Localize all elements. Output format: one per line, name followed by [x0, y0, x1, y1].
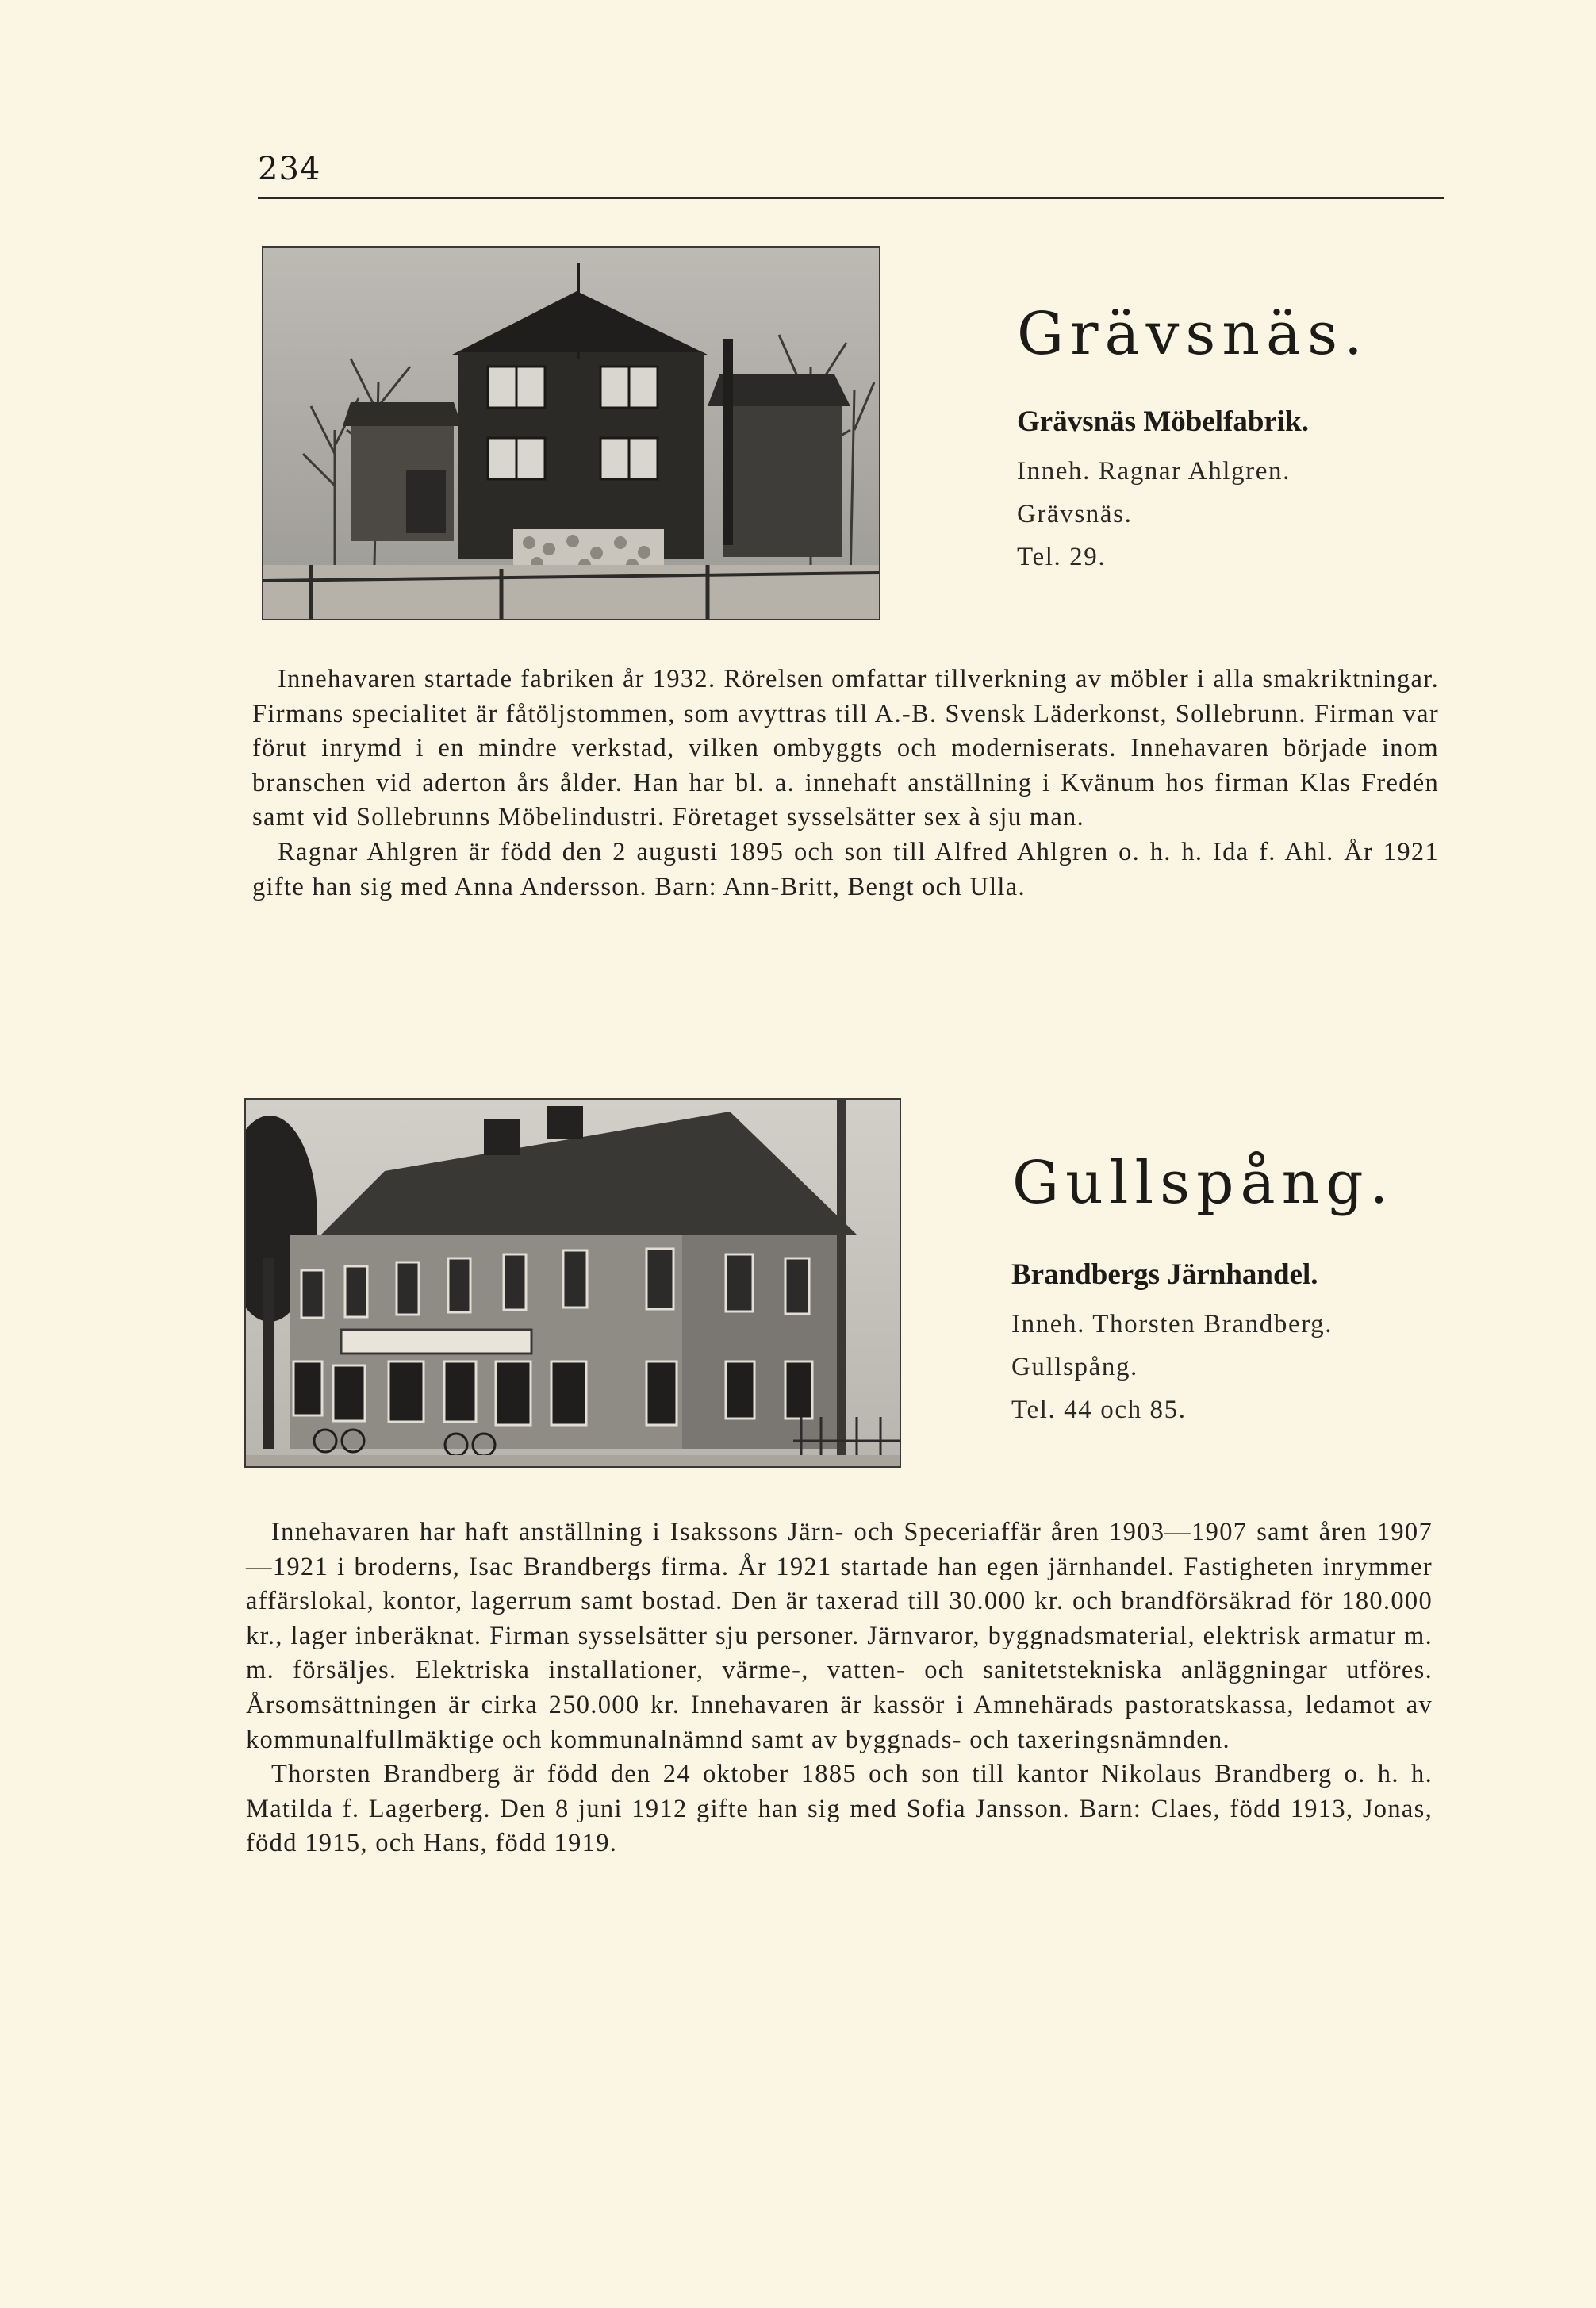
store-building-photo — [244, 1098, 901, 1468]
farmhouse-photo — [262, 246, 880, 620]
body-paragraph: Innehavaren startade fabriken år 1932. Rörelsen omfattar tillverkning av möbler i alla smakriktningar. Firmans specialitet är fåtöljstommen, som avyttras till A.-B. Svensk Läderkonst, Sollebrunn. Firman var förut inrymd i en mindre verkstad, vilken ombyggts och moderniserats. Innehavaren började inom branschen vid aderton års ålder. Han har bl. a. innehaft anställning i Kvänum hos firman Klas Fredén samt vid Sollebrunns Möbelindustri. Företaget sysselsätter sex à sju man. — [252, 665, 1439, 832]
page-number: 234 — [258, 151, 321, 187]
business-phone: Tel. 44 och 85. — [1011, 1396, 1187, 1424]
business-info-gullspang — [1011, 1258, 1333, 1431]
business-info-gravsnas — [1017, 405, 1309, 578]
business-name: Grävsnäs Möbelfabrik. — [1017, 405, 1309, 438]
section-body-gullspang — [246, 1515, 1433, 1861]
section-body-gravsnas — [252, 662, 1439, 904]
body-paragraph: Innehavaren har haft anställning i Isakssons Järn- och Speceriaffär åren 1903—1907 samt åren 1907—1921 i broderns, Isac Brandbergs firma. År 1921 startade han egen järnhandel. Fastigheten inrymmer affärslokal, kontor, lagerrum samt bostad. Den är taxerad till 30.000 kr. och brandförsäkrad för 180.000 kr., lager inberäknat. Firman sysselsätter sju personer. Järnvaror, byggnadsmaterial, elektrisk armatur m. m. försäljes. Elektriska installationer, värme-, vatten- och sanitetstekniska anläggningar utföres. Årsomsättningen är cirka 250.000 kr. Innehavaren är kassör i Amnehärads pastoratskassa, ledamot av kommunalfullmäktige och kommunalnämnd samt av byggnads- och taxeringsnämnden. — [246, 1518, 1433, 1754]
business-location: Grävsnäs. — [1017, 500, 1133, 528]
business-phone: Tel. 29. — [1017, 543, 1107, 571]
header-rule — [258, 197, 1444, 199]
body-paragraph: Thorsten Brandberg är född den 24 oktober 1885 och son till kantor Nikolaus Brandberg o. h. h. Matilda f. Lagerberg. Den 8 juni 1912 gifte han sig med Sofia Jansson. Barn: Claes, född 1913, Jonas, född 1915, och Hans, född 1919. — [246, 1760, 1433, 1858]
business-owner: Inneh. Ragnar Ahlgren. — [1017, 457, 1291, 486]
business-location: Gullspång. — [1011, 1353, 1138, 1381]
body-paragraph: Ragnar Ahlgren är född den 2 augusti 1895 och son till Alfred Ahlgren o. h. h. Ida f. Ahl. År 1921 gifte han sig med Anna Andersson. Barn: Ann-Britt, Bengt och Ulla. — [252, 837, 1439, 901]
business-name: Brandbergs Järnhandel. — [1011, 1258, 1318, 1291]
business-owner: Inneh. Thorsten Brandberg. — [1011, 1310, 1333, 1338]
section-heading-gravsnas: Grävsnäs. — [1017, 300, 1369, 368]
section-heading-gullspang: Gullspång. — [1012, 1149, 1395, 1217]
